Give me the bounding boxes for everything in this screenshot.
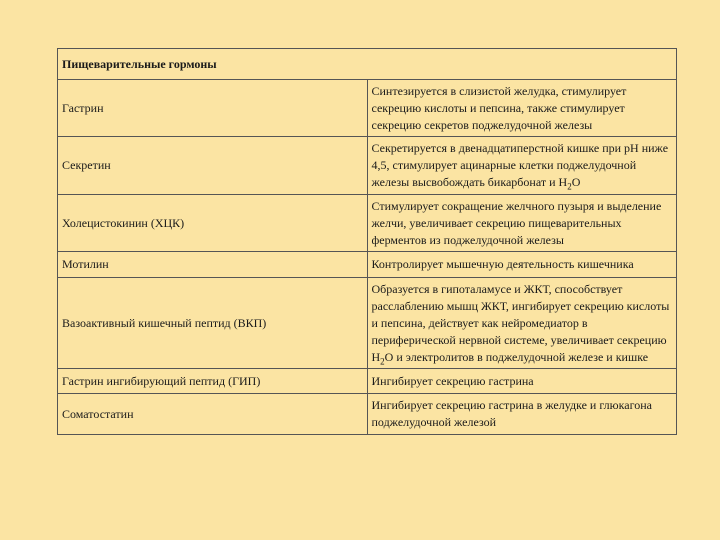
hormone-name: Соматостатин [58,394,368,435]
table-row [58,394,677,435]
hormone-name: Мотилин [58,252,368,278]
subscript: 2 [380,355,385,366]
hormone-description: Ингибирует секрецию гастрина [367,369,677,394]
hormone-name: Секретин [58,137,368,195]
description-text: O и электролитов в поджелудочной железе и кишке [384,349,649,364]
description-text: Секретируется в двенадцатиперстной кишке при pH ниже 4,5, стимулирует ацинарные клетки поджелудочной железы высвобождать бикарбонат и H [371,141,669,189]
table-row [58,252,677,278]
hormones-table-container [57,48,677,435]
hormone-name: Гастрин [58,80,368,137]
hormone-description: Контролирует мышечную деятельность кишечника [367,252,677,278]
table-row [58,137,677,195]
hormone-description [367,278,677,369]
table-header-row [58,49,677,80]
hormones-table [57,48,677,435]
hormone-name: Холецистокинин (ХЦК) [58,195,368,252]
subscript: 2 [567,181,572,192]
hormone-description: Ингибирует секрецию гастрина в желудке и глюкагона поджелудочной железой [367,394,677,435]
table-row [58,278,677,369]
description-text: O [571,175,581,189]
table-row [58,195,677,252]
hormone-name: Гастрин ингибирующий пептид (ГИП) [58,369,368,394]
hormone-name: Вазоактивный кишечный пептид (ВКП) [58,278,368,369]
hormone-description: Синтезируется в слизистой желудка, стимулирует секрецию кислоты и пепсина, также стимулирует секрецию секретов поджелудочной железы [367,80,677,137]
description-text: Образуется в гипоталамусе и ЖКТ, способствует расслаблению мышц ЖКТ, ингибирует секрецию кислоты и пепсина, действует как нейромедиатор в периферической нервной системе, увеличивает секрецию H [371,281,670,364]
table-title: Пищеварительные гормоны [58,49,677,80]
table-row [58,369,677,394]
hormone-description [367,137,677,195]
hormone-description: Стимулирует сокращение желчного пузыря и выделение желчи, увеличивает секрецию пищеварительных ферментов из поджелудочной железы [367,195,677,252]
table-row [58,80,677,137]
